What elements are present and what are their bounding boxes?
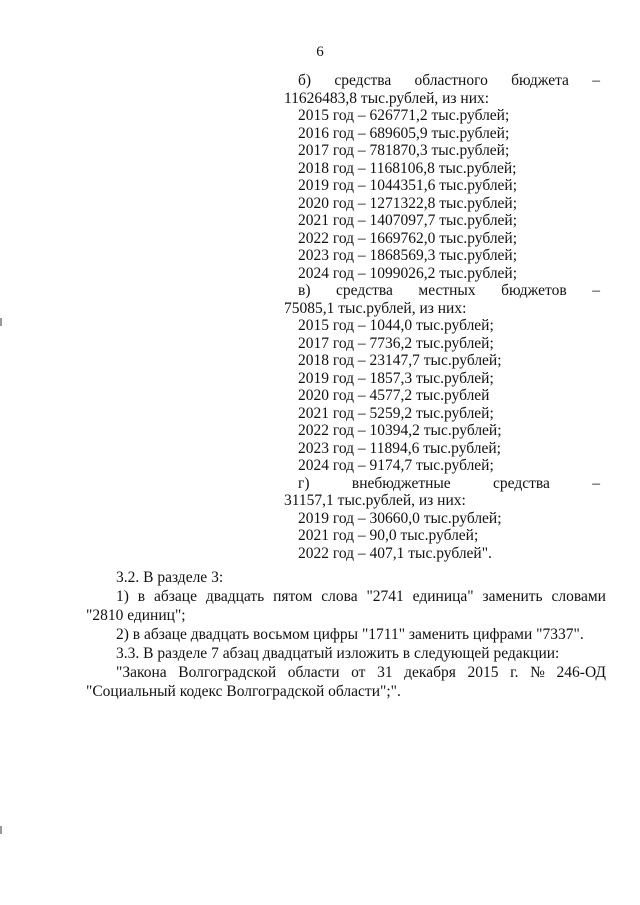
extrabudget-year: 2019 год – 30660,0 тыс.рублей; <box>298 509 502 527</box>
regional-budget-year: 2021 год – 1407097,7 тыс.рублей; <box>298 212 518 229</box>
regional-budget-year: 2020 год – 1271322,8 тыс.рублей; <box>298 194 518 212</box>
local-budget-heading: в) средства местных бюджетов – <box>298 282 600 299</box>
regional-budget-heading: б) средства областного бюджета – <box>298 72 600 89</box>
page-number: 6 <box>316 44 324 60</box>
item-1-line <box>86 587 606 606</box>
local-budget-year: 2019 год – 1857,3 тыс.рублей; <box>298 369 494 387</box>
local-budget-year: 2017 год – 7736,2 тыс.рублей; <box>298 334 494 352</box>
regional-budget-year: 2024 год – 1099026,2 тыс.рублей; <box>298 264 518 282</box>
item-1-words: 1) в абзаце двадцать пятом слова "2741 единица" заменить словами <box>116 588 606 605</box>
local-budget-year: 2022 год – 10394,2 тыс.рублей; <box>298 422 502 439</box>
quote-words: "Закона Волгоградской области от 31 декабря 2015 г. № 246-ОД <box>116 664 606 681</box>
regional-budget-year: 2023 год – 1868569,3 тыс.рублей; <box>298 247 518 264</box>
local-budget-year: 2023 год – 11894,6 тыс.рублей; <box>298 439 501 457</box>
amendments-block <box>86 568 606 701</box>
section-7-heading: 3.3. В разделе 7 абзац двадцатый изложить в следующей редакции: <box>116 645 560 662</box>
extrabudget-heading: г) внебюджетные средства – <box>298 474 600 492</box>
item-2: 2) в абзаце двадцать восьмом цифры "1711" заменить цифрами "7337". <box>116 626 584 643</box>
local-budget-year: 2015 год – 1044,0 тыс.рублей; <box>298 317 494 334</box>
funding-column <box>284 72 600 562</box>
regional-budget-year: 2016 год – 689605,9 тыс.рублей; <box>298 124 510 142</box>
extrabudget-year: 2021 год – 90,0 тыс.рублей; <box>298 527 479 544</box>
extrabudget-total: 31157,1 тыс.рублей, из них: <box>284 492 466 509</box>
local-budget-year: 2024 год – 9174,7 тыс.рублей; <box>298 457 494 474</box>
local-budget-year: 2020 год – 4577,2 тыс.рублей <box>298 387 490 404</box>
quote-continuation: "Социальный кодекс Волгоградской области";". <box>86 683 401 700</box>
regional-budget-year: 2022 год – 1669762,0 тыс.рублей; <box>298 229 518 247</box>
regional-budget-total: 11626483,8 тыс.рублей, из них: <box>284 89 490 107</box>
regional-budget-year: 2017 год – 781870,3 тыс.рублей; <box>298 142 510 159</box>
local-budget-year: 2021 год – 5259,2 тыс.рублей; <box>298 404 494 422</box>
local-budget-total: 75085,1 тыс.рублей, из них: <box>284 299 467 317</box>
local-budget-year: 2018 год – 23147,7 тыс.рублей; <box>298 352 502 369</box>
scan-margin-mark <box>0 318 2 326</box>
quote-line <box>86 663 606 682</box>
item-1-continuation: "2810 единиц"; <box>86 607 186 624</box>
extrabudget-year: 2022 год – 407,1 тыс.рублей". <box>298 544 492 562</box>
scan-margin-mark <box>0 826 2 834</box>
section-3-heading: 3.2. В разделе 3: <box>116 569 224 586</box>
regional-budget-year: 2018 год – 1168106,8 тыс.рублей; <box>298 159 517 177</box>
regional-budget-year: 2015 год – 626771,2 тыс.рублей; <box>298 107 510 124</box>
regional-budget-year: 2019 год – 1044351,6 тыс.рублей; <box>298 177 518 194</box>
